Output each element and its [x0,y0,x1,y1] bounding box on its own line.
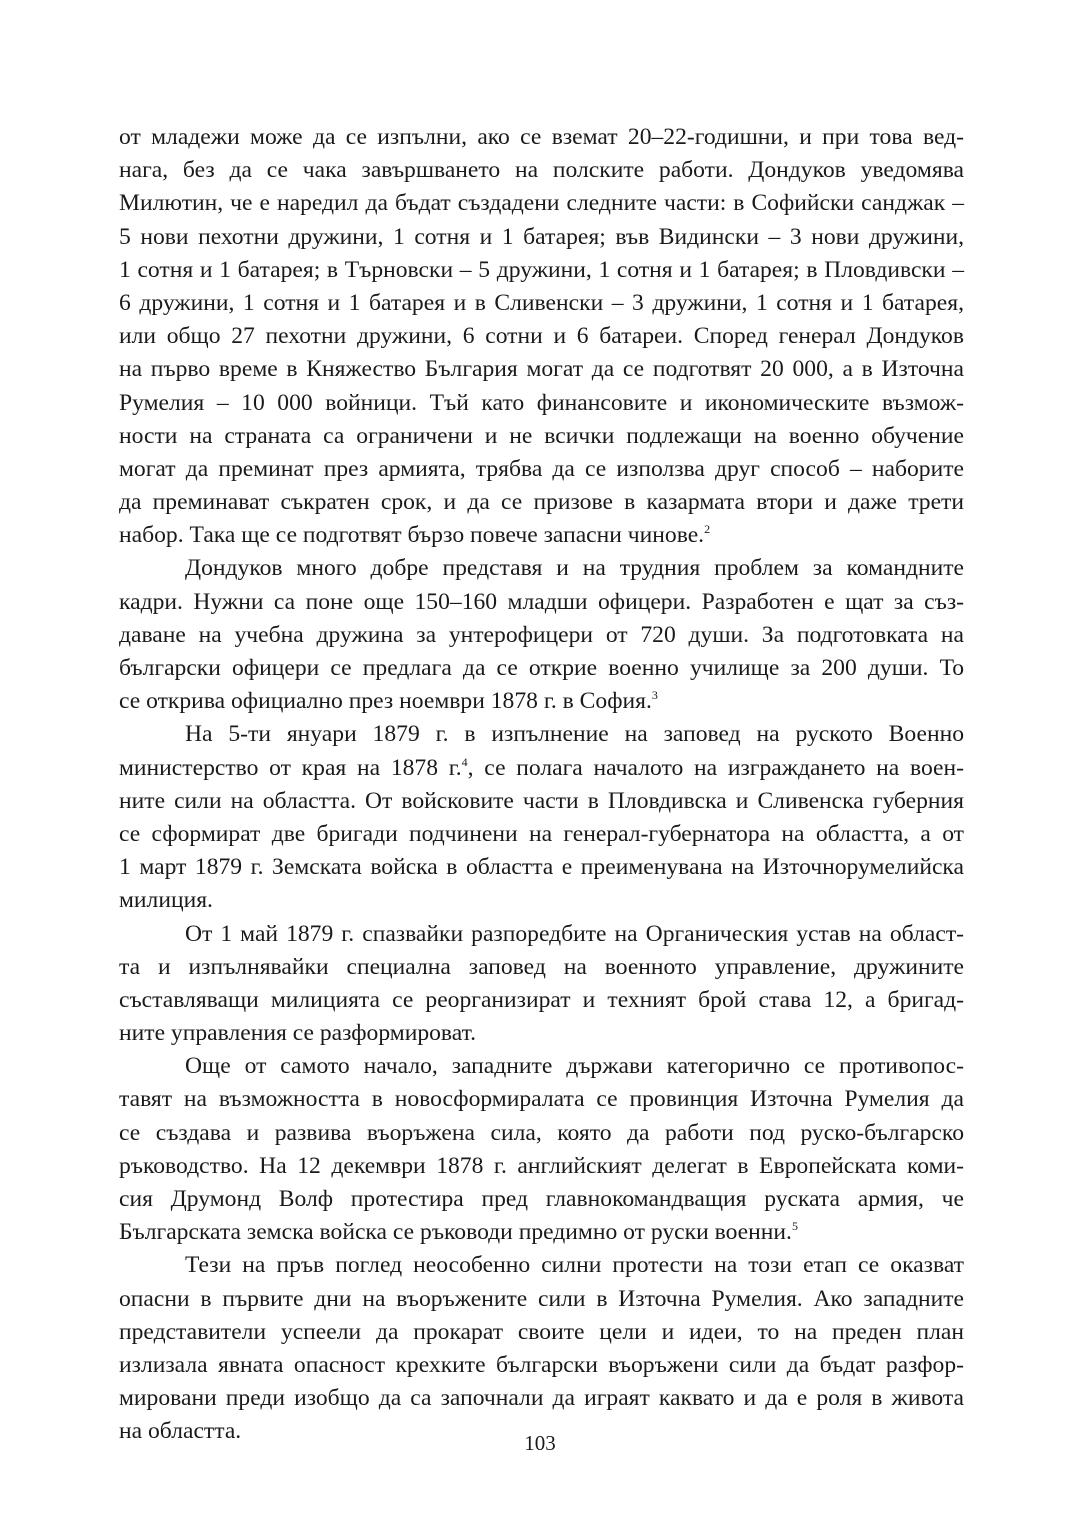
text-line: или общо 27 пехотни дружини, 6 сотни и 6 батареи. Според генерал Дондуков [119,323,964,350]
text-line: да преминават съкратен срок, и да се призове в казармата втори и даже трети [119,489,964,516]
footnote-marker: 4 [461,754,468,769]
text-line: излизала явната опасност крехките български въоръжени сили да бъдат разфор- [119,1351,964,1378]
body-text [119,121,964,1449]
text-line: 1 сотня и 1 батарея; в Търновски – 5 дружини, 1 сотня и 1 батарея; в Пловдивски – [119,256,964,283]
footnote-marker: 2 [704,522,711,537]
text-line: нага, без да се чака завършването на полските работи. Дондуков уведомява [119,157,964,184]
text-line: 5 нови пехотни дружини, 1 сотня и 1 батарея; във Видински – 3 нови дружини, [119,223,964,250]
footnote-marker: 3 [651,688,658,703]
text-line: тавят на възможността в новосформиралата се провинция Източна Румелия да [119,1086,964,1113]
text-line [119,685,964,718]
text-line: Тези на пръв поглед неособенно силни протести на този етап се оказват [185,1252,964,1279]
text-line: 6 дружини, 1 сотня и 1 батарея и в Сливенски – 3 дружини, 1 сотня и 1 батарея, [119,289,964,316]
line-text: министерство от края на 1878 г. [119,754,462,781]
text-line: та и изпълнявайки специална заповед на военното управление, дружините [119,953,964,980]
text-line: 1 март 1879 г. Земската войска в областта е преименувана на Източнорумелийска [119,854,964,881]
text-line: се сформират две бригади подчинени на генерал-губернатора на областта, а от [119,820,964,847]
text-line [119,1216,964,1249]
text-line: На 5-ти януари 1879 г. в изпълнение на заповед на руското Военно [185,721,964,748]
line-text: набор. Така ще се подготвят бързо повече запасни чинове. [119,522,705,549]
text-line: ните сили на областта. От войсковите части в Пловдивска и Сливенска губерния [119,787,964,814]
text-line: Дондуков много добре представя и на трудния проблем за командните [185,555,964,582]
text-line [119,752,964,785]
text-line: ности на страната са ограничени и не всички подлежащи на военно обучение [119,422,964,449]
text-line: Още от самото начало, западните държави категорично се противопос- [185,1053,964,1080]
text-line: на първо време в Княжество България могат да се подготвят 20 000, а в Източна [119,356,964,383]
text-line: От 1 май 1879 г. спазвайки разпоредбите на Органическия устав на област- [185,920,964,947]
footnote-marker: 5 [791,1219,798,1234]
line-text: се открива официално през ноември 1878 г. в София. [119,688,652,715]
text-line: ните управления се разформироват. [119,1020,477,1047]
text-line: от младежи може да се изпълни, ако се вземат 20–22-годишни, и при това вед- [119,124,964,150]
text-line: могат да преминат през армията, трябва да се използва друг способ – наборите [119,455,964,482]
text-line: сия Друмонд Волф протестира пред главнокомандващия руската армия, че [119,1186,964,1212]
text-line: представители успеели да прокарат своите цели и идеи, то на преден план [119,1318,964,1345]
text-line: даване на учебна дружина за унтерофицери от 720 души. За подготовката на [119,621,964,648]
text-line: ръководство. На 12 декември 1878 г. английският делегат в Европейската коми- [119,1152,964,1179]
line-text: Българската земска войска се ръководи предимно от руски военни. [119,1219,792,1246]
text-line: Румелия – 10 000 войници. Тъй като финансовите и икономическите възмож- [119,389,964,416]
text-line: опасни в първите дни на въоръжените сили в Източна Румелия. Ако западните [119,1285,964,1312]
text-line: мировани преди изобщо да са започнали да играят каквато и да е роля в живота [119,1385,964,1412]
text-line [119,519,964,552]
text-line: милиция. [119,887,213,914]
text-line: български офицери се предлага да се открие военно училище за 200 души. То [119,655,964,681]
text-line: на областта. [119,1418,242,1445]
text-line: съставляващи милицията се реорганизират и техният брой става 12, а бригад- [119,986,964,1013]
text-line: кадри. Нужни са поне още 150–160 младши офицери. Разработен е щат за съз- [119,588,964,615]
text-line: се създава и развива въоръжена сила, която да работи под руско-българско [119,1119,964,1146]
line-text: , се полага началото на изграждането на воен- [467,754,964,781]
text-line: Милютин, че е наредил да бъдат създадени следните части: в Софийски санджак – [119,190,964,217]
page-number: 103 [524,1431,556,1455]
